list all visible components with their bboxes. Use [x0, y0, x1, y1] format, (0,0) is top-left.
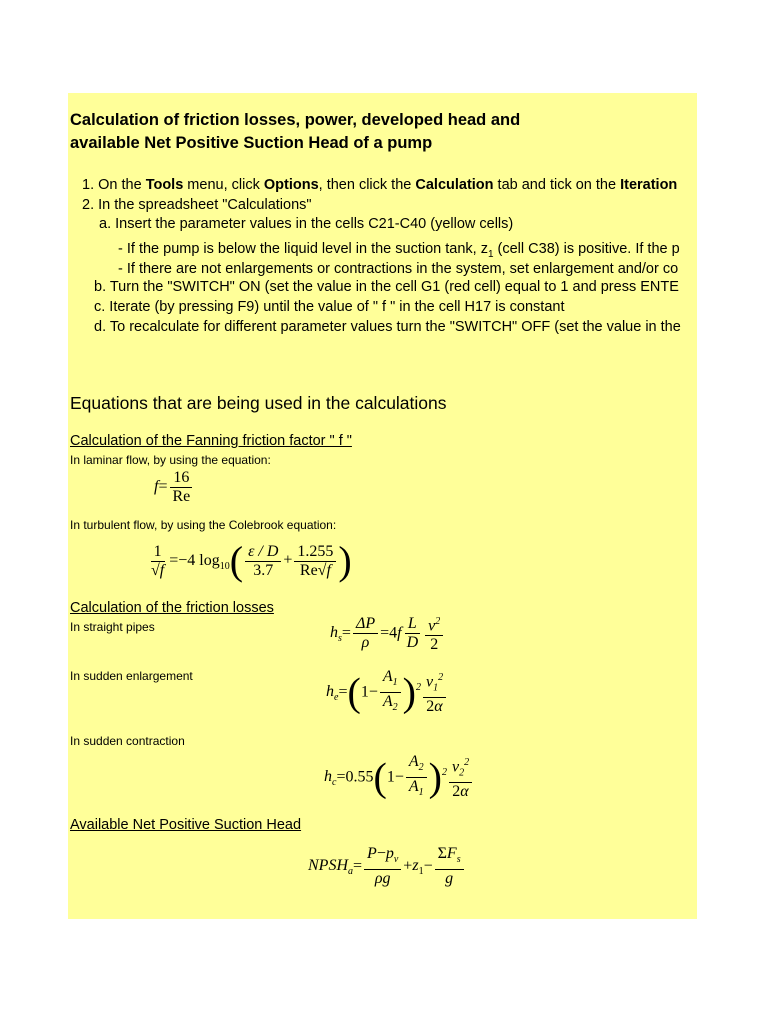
- spreadsheet-area: [68, 93, 697, 919]
- instruction-note-1: [118, 241, 680, 260]
- equations-heading: Equations that are being used in the calculations: [70, 393, 447, 413]
- step1-text: menu, click: [183, 177, 264, 193]
- straight-pipes-label: In straight pipes: [70, 620, 155, 634]
- friction-losses-heading: Calculation of the friction losses: [70, 600, 274, 616]
- instruction-step-2a: a. Insert the parameter values in the cells C21-C40 (yellow cells): [99, 216, 514, 232]
- step1-text: , then click the: [318, 177, 416, 193]
- instruction-note-2: - If there are not enlargements or contractions in the system, set enlargement and/or co: [118, 261, 679, 277]
- enlargement-equation: $h_e=(1-$ $\frac{A_1}{A_2}$ )$^2$ $\frac{v_1^2}{2\alpha}$: [326, 668, 448, 717]
- contraction-label: In sudden contraction: [70, 734, 185, 748]
- npsh-equation: $NPSH_a=$ $\frac{P-p_v}{\rho g}$ $+z_1-$ $\frac{\Sigma F_s}{g}$: [308, 845, 466, 888]
- instruction-step-2: 2. In the spreadsheet "Calculations": [82, 197, 312, 213]
- title-line-1: Calculation of friction losses, power, developed head and: [70, 111, 521, 129]
- step1-options: Options: [263, 177, 319, 193]
- note1-text: (cell C38) is positive. If the p: [493, 241, 680, 257]
- laminar-equation: f= $\frac{16}{Re}$: [154, 469, 195, 506]
- colebrook-equation: $\frac{1}{√f}$ =−4 $\log_{10}$( $\frac{\varepsilon / D}{3.7}$ + $\frac{1.255}{Re√f}$ ): [151, 538, 352, 583]
- instruction-step-2b: b. Turn the "SWITCH" ON (set the value in the cell G1 (red cell) equal to 1 and press ENTE: [94, 279, 679, 295]
- fanning-heading: Calculation of the Fanning friction factor " f ": [70, 433, 352, 449]
- note1-sub: 1: [487, 248, 494, 260]
- step1-text: 1. On the: [82, 177, 146, 193]
- instruction-step-1: [82, 177, 677, 193]
- straight-pipe-equation: $h_s=$ $\frac{\Delta P}{\rho}$ =4f $\frac{L}{D}$ $\frac{v^2}{2}$: [330, 613, 445, 654]
- laminar-label: In laminar flow, by using the equation:: [70, 453, 271, 467]
- instruction-step-2d: d. To recalculate for different parameter values turn the "SWITCH" OFF (set the value in the: [94, 319, 681, 335]
- step1-iteration: Iteration: [620, 177, 678, 193]
- step1-calculation: Calculation: [415, 177, 494, 193]
- instruction-step-2c: c. Iterate (by pressing F9) until the value of " f " in the cell H17 is constant: [94, 299, 565, 315]
- title-line-2: available Net Positive Suction Head of a pump: [70, 134, 433, 152]
- contraction-equation: $h_c=0.55(1-$ $\frac{A_2}{A_1}$ )$^2$ $\frac{v_2^2}{2\alpha}$: [324, 753, 474, 802]
- note1-text: - If the pump is below the liquid level in the suction tank, z: [118, 241, 488, 257]
- step1-text: tab and tick on the: [493, 177, 621, 193]
- npsh-heading: Available Net Positive Suction Head: [70, 817, 302, 833]
- enlargement-label: In sudden enlargement: [70, 669, 193, 683]
- step1-tools: Tools: [145, 177, 184, 193]
- turbulent-label: In turbulent flow, by using the Colebrook equation:: [70, 518, 337, 532]
